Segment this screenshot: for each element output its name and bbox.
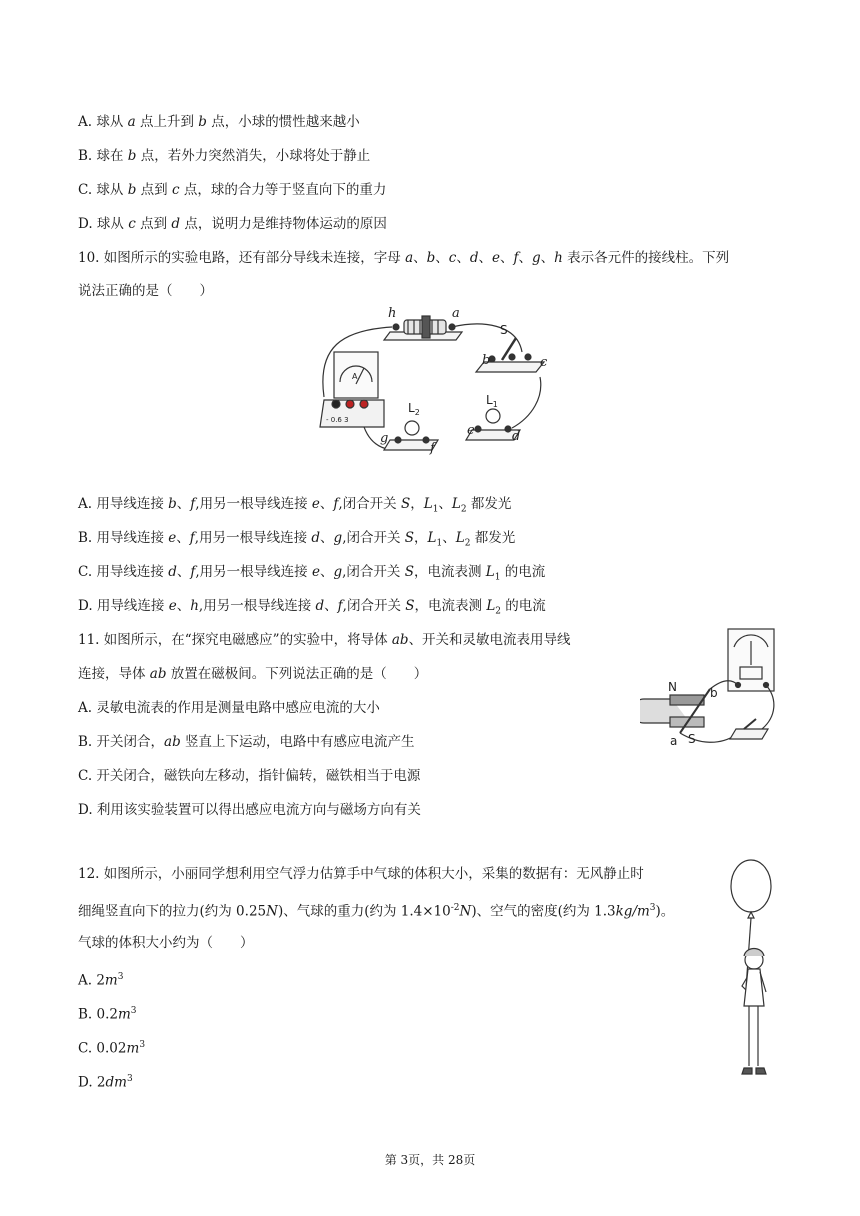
circuit-figure [312,302,562,462]
var: c [128,216,136,232]
wire [512,377,541,428]
var: b [127,148,137,164]
var: b [127,182,137,198]
girl-shoe-left [742,1068,752,1074]
page-footer: 第 3页，共 28页 [384,1153,476,1167]
label-s: S [500,323,508,337]
sep: 、 [518,250,532,266]
induction-figure [640,625,780,747]
q11-option-d: D. 利用该实验装置可以得出感应电流方向与磁场方向有关 [78,802,421,818]
girl-cap [744,949,764,957]
text: 点上升到 [135,114,199,130]
q12-option-d: D. $2dm^3$ [78,1074,133,1091]
text: 10. 如图所示的实验电路，还有部分导线未连接，字母 [78,250,406,266]
ammeter-letter: A [352,372,358,381]
label-b: b [482,353,491,368]
sep: 、 [540,250,555,266]
q12-option-c: C. $0.02m^3$ [78,1040,146,1057]
var: c [448,250,457,266]
balloon [731,860,771,912]
label-l2: $L_2$ [408,401,420,417]
var: d [171,216,181,232]
switch-lever [744,719,756,729]
wire [452,324,522,352]
text: C. 球从 [78,182,128,198]
lamp-l2-bulb [405,421,419,435]
var: a [127,114,136,130]
girl-balloon-figure [718,856,784,1082]
text: 点，球的合力等于竖直向下的重力 [179,182,387,198]
var: e [492,250,500,266]
label-d: d [512,429,521,444]
var: g [532,250,541,266]
var: h [554,250,563,266]
rheostat-slider [422,316,430,338]
q10-option-d: D. 用导线连接 e、h,用另一根导线连接 d、f,闭合开关 S，电流表测 $L_2$ 的电流 [78,598,546,617]
sep: 、 [500,250,514,266]
q10-option-c: C. 用导线连接 d、f,用另一根导线连接 e、g,闭合开关 S，电流表测 $L_1$ 的电流 [78,564,546,583]
var: a [405,250,414,266]
text: 表示各元件的接线柱。下列 [562,250,730,266]
var: f [513,250,519,266]
q11-stem-line1: 11. 如图所示，在“探究电磁感应”的实验中，将导体 ab、开关和灵敏电流表用导线 [78,632,571,648]
lamp-l1-bulb [486,409,500,423]
q10-option-b: B. 用导线连接 e、f,用另一根导线连接 d、g,闭合开关 S，$L_1$、$L_2$ 都发光 [78,530,516,549]
text: 点，若外力突然消失，小球将处于静止 [136,148,371,164]
label-f: f [430,441,435,456]
q12-stem-line3: 气球的体积大小约为（ ） [78,935,254,951]
label-n: N [668,680,677,694]
sep: 、 [413,250,427,266]
girl-shoe-right [756,1068,766,1074]
text: A. 球从 [78,114,128,130]
label-b: b [710,686,718,700]
q9-option-a [78,113,360,131]
label-a: a [670,734,678,747]
label-e: e [467,423,475,438]
q11-option-b: B. 开关闭合，ab 竖直上下运动，电路中有感应电流产生 [78,734,415,750]
q12-stem-line1: 12. 如图所示，小丽同学想利用空气浮力估算手中气球的体积大小，采集的数据有：无风静止时 [78,866,644,882]
label-l1: $L_1$ [486,393,498,409]
q9-option-c [78,181,386,199]
text: 点，小球的惯性越来越小 [206,114,360,130]
q11-option-a: A. 灵敏电流表的作用是测量电路中感应电流的大小 [78,700,380,716]
switch-base [730,729,768,739]
q10-stem-line2: 说法正确的是（ ） [78,283,213,299]
var: c [171,182,180,198]
q11-stem-line2: 连接，导体 ab 放置在磁极间。下列说法正确的是（ ） [78,666,428,682]
sep: 、 [456,250,470,266]
q9-option-b [78,147,370,165]
magnet-pole-n [670,695,704,705]
q11-option-c: C. 开关闭合，磁铁向左移动，指针偏转，磁铁相当于电源 [78,768,421,784]
q10-option-a: A. 用导线连接 b、f,用另一根导线连接 e、f,闭合开关 S，$L_1$、$L_2$ 都发光 [78,496,512,515]
sep: 、 [435,250,449,266]
q12-option-a: A. $2m^3$ [78,972,124,989]
text: 点到 [136,182,172,198]
ammeter-scale-label: - 0.6 3 [326,416,349,424]
q12-stem-line2: 细绳竖直向下的拉力(约为 0.25N)、气球的重力(约为 $1.4\times 10^{-2}N$)、空气的密度(约为 $1.3kg/m^3$)。 [78,903,675,920]
label-c: c [540,355,548,370]
label-a: a [452,306,460,321]
q12-option-b: B. $0.2m^3$ [78,1006,137,1023]
balloon-knot [748,912,754,918]
var: b [198,114,207,130]
q9-option-d [78,215,387,233]
label-g: g [380,431,389,446]
sep: 、 [478,250,492,266]
label-h: h [388,306,397,321]
var: b [426,250,436,266]
label-s: S [688,732,696,746]
q10-stem-line1 [78,249,729,267]
text: 点到 [135,216,172,232]
var: d [469,250,479,266]
text: B. 球在 [78,148,128,164]
text: 点，说明力是维持物体运动的原因 [180,216,387,232]
text: D. 球从 [78,216,129,232]
